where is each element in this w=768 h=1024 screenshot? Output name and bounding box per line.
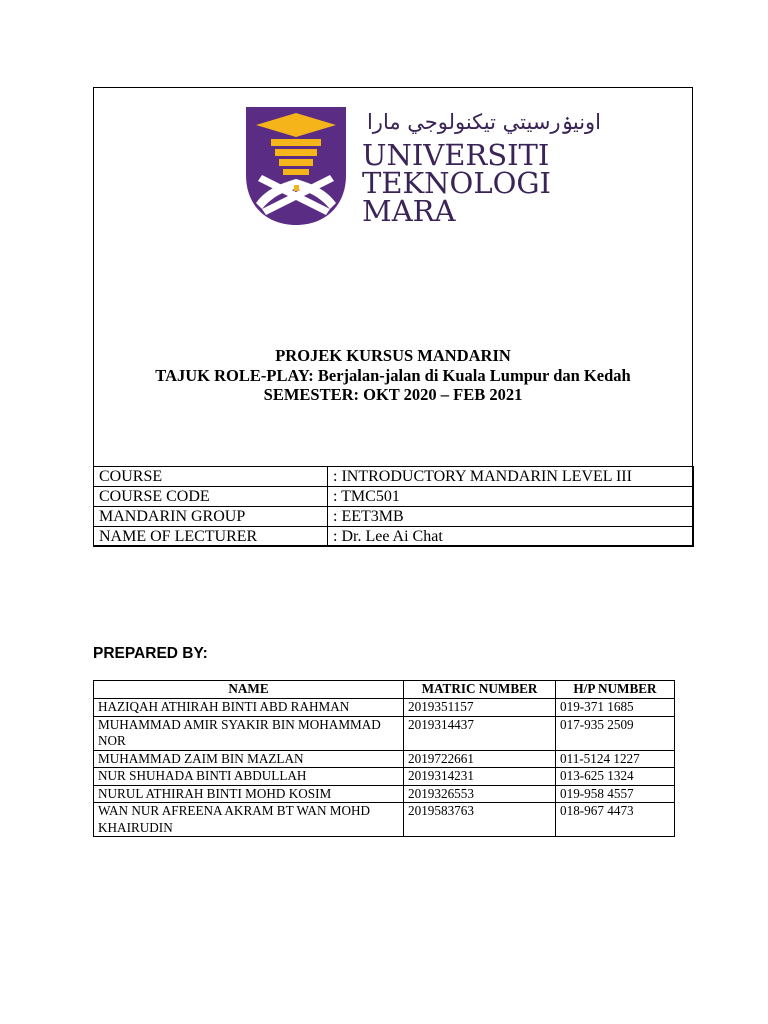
member-phone: 013-625 1324 (556, 768, 675, 786)
table-row (94, 699, 675, 717)
phone-header: H/P NUMBER (556, 681, 675, 699)
member-phone: 019-371 1685 (556, 699, 675, 717)
course-code-label: COURSE CODE (94, 487, 328, 507)
member-phone: 019-958 4557 (556, 785, 675, 803)
member-name: MUHAMMAD ZAIM BIN MAZLAN (94, 750, 404, 768)
matric-header: MATRIC NUMBER (404, 681, 556, 699)
member-matric: 2019314231 (404, 768, 556, 786)
uitm-crest-icon (246, 107, 346, 225)
member-name: NUR SHUHADA BINTI ABDULLAH (94, 768, 404, 786)
members-table (93, 680, 675, 837)
member-phone: 017-935 2509 (556, 716, 675, 750)
member-matric: 2019351157 (404, 699, 556, 717)
table-row (94, 716, 675, 750)
member-matric: 2019326553 (404, 785, 556, 803)
member-name: WAN NUR AFREENA AKRAM BT WAN MOHD KHAIRUDIN (94, 803, 404, 837)
course-info-row (94, 467, 694, 487)
member-matric: 2019722661 (404, 750, 556, 768)
uitm-logo (244, 105, 602, 228)
jawi-text: اونيۏرسيتي تيكنولوجي مارا (366, 110, 602, 134)
member-phone: 018-967 4473 (556, 803, 675, 837)
table-row (94, 785, 675, 803)
member-matric: 2019583763 (404, 803, 556, 837)
table-row (94, 803, 675, 837)
member-name: MUHAMMAD AMIR SYAKIR BIN MOHAMMAD NOR (94, 716, 404, 750)
prepared-by-heading: PREPARED BY: (93, 645, 208, 662)
semester-title: SEMESTER: OKT 2020 – FEB 2021 (263, 385, 523, 404)
project-title: PROJEK KURSUS MANDARIN (275, 346, 511, 365)
name-header: NAME (94, 681, 404, 699)
project-title-block (94, 346, 692, 405)
members-header-row (94, 681, 675, 699)
course-value: : INTRODUCTORY MANDARIN LEVEL III (328, 467, 694, 487)
lecturer-label: NAME OF LECTURER (94, 527, 328, 547)
member-name: HAZIQAH ATHIRAH BINTI ABD RAHMAN (94, 699, 404, 717)
course-info-table (93, 466, 694, 547)
member-matric: 2019314437 (404, 716, 556, 750)
course-info-row (94, 527, 694, 547)
table-row (94, 768, 675, 786)
logo-line-2: TEKNOLOGI (362, 166, 551, 200)
logo-line-1: UNIVERSITI (362, 138, 550, 172)
mandarin-group-label: MANDARIN GROUP (94, 507, 328, 527)
member-name: NURUL ATHIRAH BINTI MOHD KOSIM (94, 785, 404, 803)
table-row (94, 750, 675, 768)
course-code-value: : TMC501 (328, 487, 694, 507)
logo-line-3: MARA (362, 194, 456, 228)
member-phone: 011-5124 1227 (556, 750, 675, 768)
lecturer-value: : Dr. Lee Ai Chat (328, 527, 694, 547)
course-info-row (94, 507, 694, 527)
roleplay-title: TAJUK ROLE-PLAY: Berjalan-jalan di Kuala Lumpur dan Kedah (155, 365, 631, 385)
mandarin-group-value: : EET3MB (328, 507, 694, 527)
course-label: COURSE (94, 467, 328, 487)
course-info-row (94, 487, 694, 507)
